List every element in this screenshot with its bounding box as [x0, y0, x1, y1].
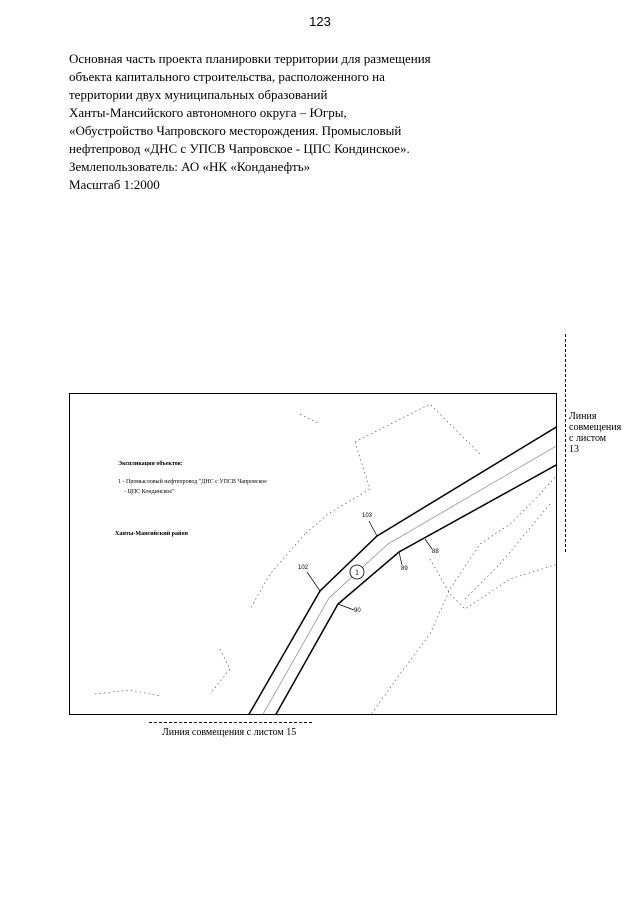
legend-item — [118, 477, 308, 497]
map-frame — [69, 393, 557, 715]
header-line: Землепользователь: АО «НК «Конданефть» — [69, 159, 311, 174]
header-line: территории двух муниципальных образований — [69, 87, 328, 102]
legend-item-line: 1 - Промысловый нефтепровод "ДНС с УПСВ Чапровское — [118, 479, 267, 485]
header-line: объекта капитального строительства, расположенного на — [69, 69, 385, 84]
legend-item-line: - ЦПС Кондинское" — [124, 489, 175, 495]
header-line: Ханты-Мансийского автономного округа – Югры, — [69, 105, 347, 120]
header-line: Основная часть проекта планировки территории для размещения — [69, 51, 431, 66]
point-label-88: 88 — [432, 549, 439, 555]
header-line: «Обустройство Чапровского месторождения. Промысловый — [69, 123, 402, 138]
bottom-match-line — [149, 722, 312, 723]
right-match-line — [565, 334, 566, 552]
bottom-match-caption: Линия совмещения с листом 15 — [162, 727, 297, 738]
page-number: 123 — [309, 14, 331, 29]
header-line: Масштаб 1:2000 — [69, 177, 160, 192]
header-line: нефтепровод «ДНС с УПСВ Чапровское - ЦПС Кондинское». — [69, 141, 410, 156]
header-text — [69, 50, 469, 194]
dotted-boundaries — [95, 404, 557, 715]
point-label-89: 89 — [401, 566, 408, 572]
point-label-90: 90 — [354, 608, 361, 614]
point-label-103: 103 — [362, 513, 373, 519]
right-match-caption: Линия совмещения с листом 13 — [569, 411, 622, 455]
district-label: Ханты-Мансийский район — [115, 531, 188, 537]
point-label-102: 102 — [298, 565, 309, 571]
map-drawing — [70, 394, 557, 715]
corridor-right-boundary — [275, 464, 557, 715]
legend-title: Экспликация объектов: — [118, 461, 183, 467]
object-marker-label: 1 — [355, 568, 359, 577]
point-leaders — [307, 521, 432, 610]
